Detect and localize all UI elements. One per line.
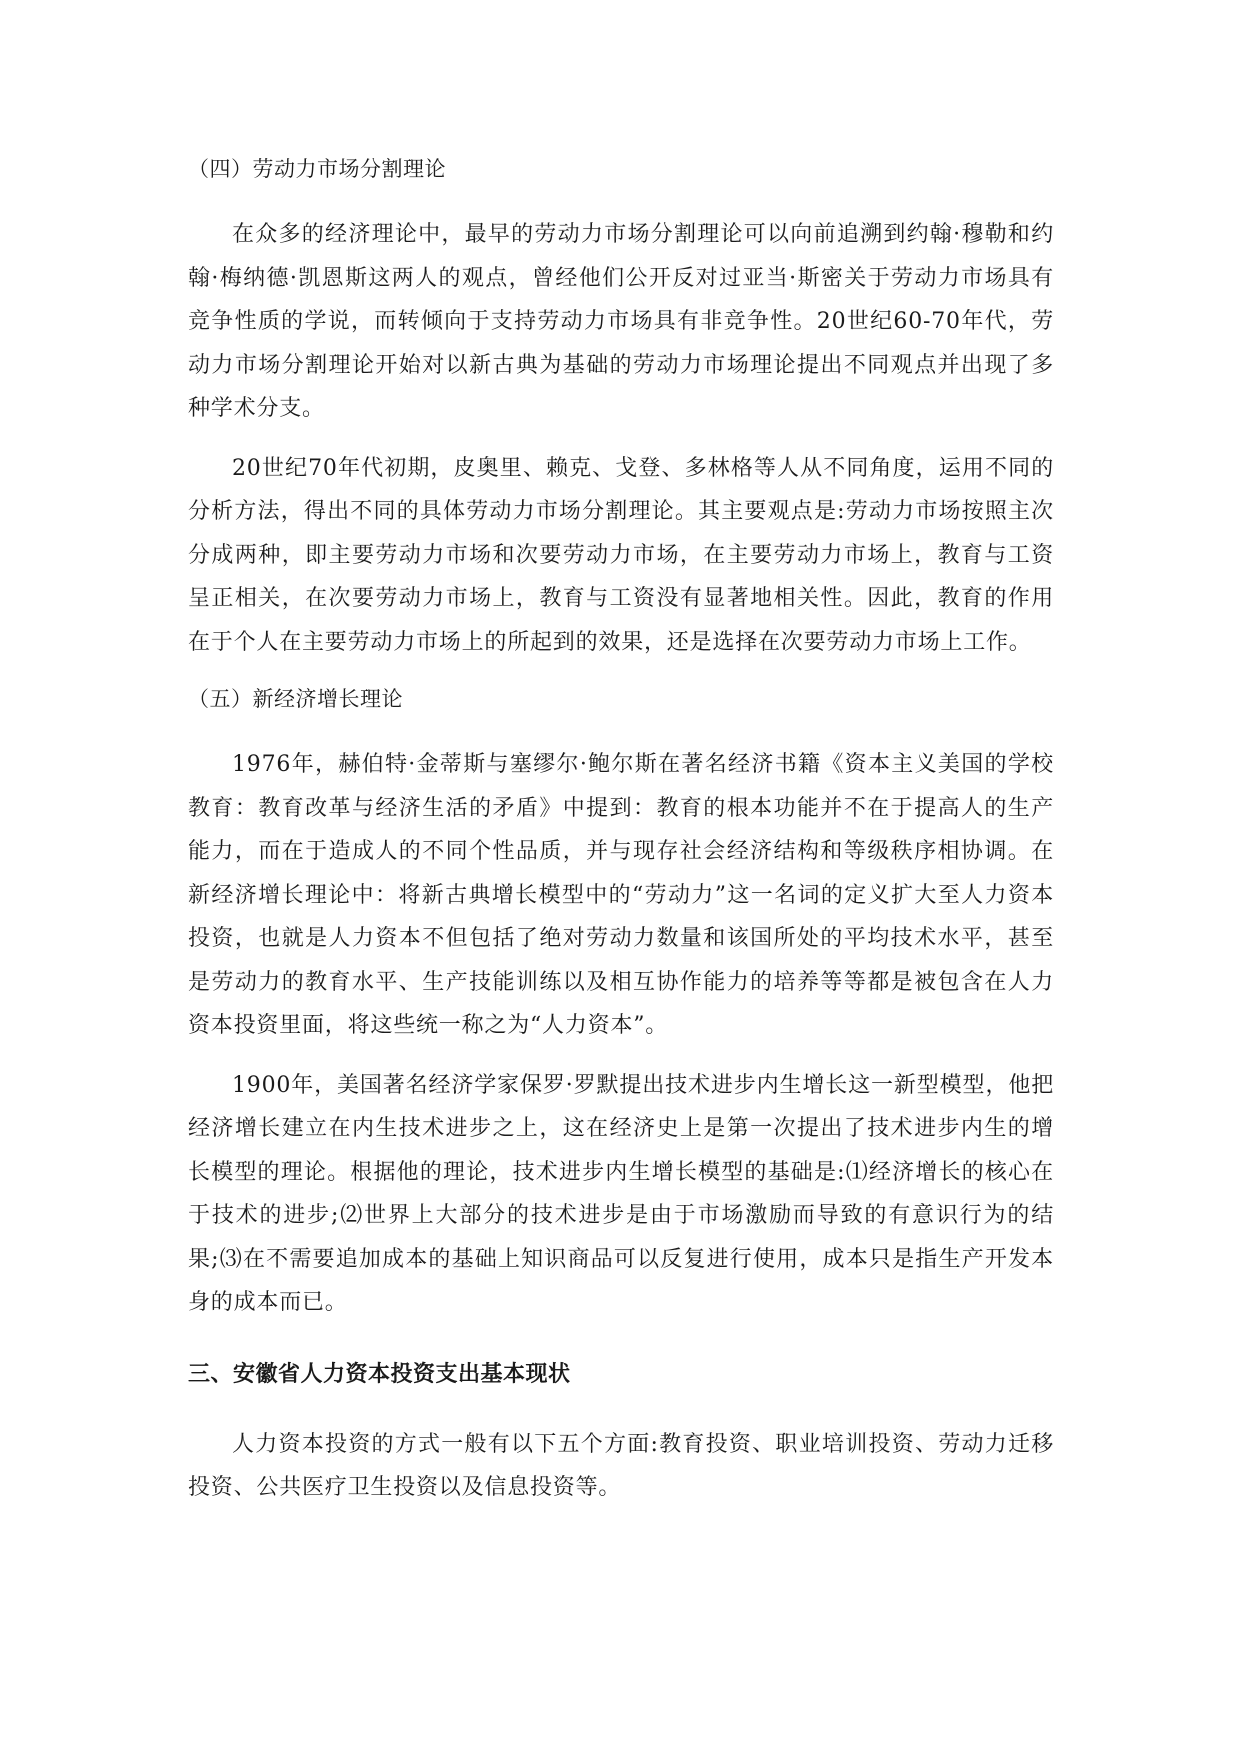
paragraph-labor-market-origin: 在众多的经济理论中，最早的劳动力市场分割理论可以向前追溯到约翰·穆勒和约翰·梅纳德·凯恩斯这两人的观点，曾经他们公开反对过亚当·斯密关于劳动力市场具有竞争性质的学说，而转倾向于支持劳动力市场具有非竞争性。20世纪60-70年代，劳动力市场分割理论开始对以新古典为基础的劳动力市场理论提出不同观点并出现了多种学术分支。 xyxy=(188,222,1054,421)
paragraph-new-growth-romer: 1900年，美国著名经济学家保罗·罗默提出技术进步内生增长这一新型模型，他把经济增长建立在内生技术进步之上，这在经济史上是第一次提出了技术进步内生的增长模型的理论。根据他的理论，技术进步内生增长模型的基础是:⑴经济增长的核心在于技术的进步;⑵世界上大部分的技术进步是由于市场激励而导致的有意识行为的结果;⑶在不需要追加成本的基础上知识商品可以反复进行使用，成本只是指生产开发本身的成本而已。 xyxy=(188,1072,1054,1315)
page-content xyxy=(188,150,1054,1526)
subheading-new-growth-theory: （五）新经济增长理论 xyxy=(188,687,403,711)
paragraph-new-growth-1976: 1976年，赫伯特·金蒂斯与塞缪尔·鲍尔斯在著名经济书籍《资本主义美国的学校教育：教育改革与经济生活的矛盾》中提到：教育的根本功能并不在于提高人的生产能力，而在于造成人的不同个性品质，并与现存社会经济结构和等级秩序相协调。在新经济增长理论中：将新古典增长模型中的“劳动力”这一名词的定义扩大至人力资本投资，也就是人力资本不但包括了绝对劳动力数量和该国所处的平均技术水平，甚至是劳动力的教育水平、生产技能训练以及相互协作能力的培养等等都是被包含在人力资本投资里面，将这些统一称之为“人力资本”。 xyxy=(188,752,1054,1038)
section-heading-anhui: 三、安徽省人力资本投资支出基本现状 xyxy=(188,1361,571,1387)
paragraph-anhui-investment: 人力资本投资的方式一般有以下五个方面:教育投资、职业培训投资、劳动力迁移投资、公共医疗卫生投资以及信息投资等。 xyxy=(188,1431,1054,1500)
paragraph-labor-market-1970s: 20世纪70年代初期，皮奥里、赖克、戈登、多林格等人从不同角度，运用不同的分析方法，得出不同的具体劳动力市场分割理论。其主要观点是:劳动力市场按照主次分成两种，即主要劳动力市场和次要劳动力市场，在主要劳动力市场上，教育与工资呈正相关，在次要劳动力市场上，教育与工资没有显著地相关性。因此，教育的作用在于个人在主要劳动力市场上的所起到的效果，还是选择在次要劳动力市场上工作。 xyxy=(188,455,1054,655)
subheading-labor-market-segmentation: （四）劳动力市场分割理论 xyxy=(188,157,446,181)
